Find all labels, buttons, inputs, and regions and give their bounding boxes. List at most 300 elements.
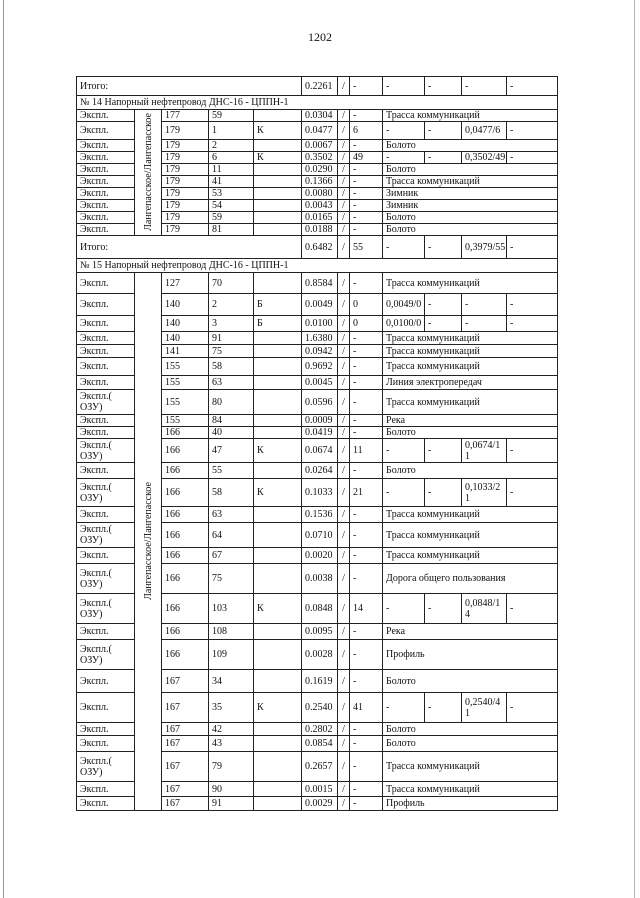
slash-cell: / <box>338 224 350 236</box>
land-type-cell: Трасса коммуникаций <box>383 273 558 294</box>
quarter-cell: 179 <box>162 188 209 200</box>
quarter-cell: 140 <box>162 294 209 316</box>
land-type-cell: Трасса коммуникаций <box>383 332 558 345</box>
plot-cell: 11 <box>209 164 254 176</box>
plot-cell: 47 <box>209 439 254 463</box>
count-cell: - <box>350 224 383 236</box>
land-type-cell: Зимник <box>383 188 558 200</box>
category-cell <box>254 164 302 176</box>
value-cell: 0,0100/0 <box>383 316 425 332</box>
plot-cell: 109 <box>209 640 254 670</box>
area-cell: 0.8584 <box>302 273 338 294</box>
area-cell: 1.6380 <box>302 332 338 345</box>
plot-cell: 55 <box>209 463 254 479</box>
slash-cell: / <box>338 390 350 415</box>
use-type-cell: Экспл. <box>77 294 135 316</box>
area-cell: 0.9692 <box>302 358 338 376</box>
use-type-cell: Экспл. <box>77 164 135 176</box>
area-cell: 0.0854 <box>302 736 338 752</box>
area-cell: 0.0029 <box>302 797 338 811</box>
area-cell: 0.0304 <box>302 110 338 122</box>
section-title: № 15 Напорный нефтепровод ДНС-16 - ЦППН-1 <box>77 259 558 273</box>
area-cell: 0.0067 <box>302 140 338 152</box>
area-cell: 0.1536 <box>302 507 338 523</box>
plot-cell: 103 <box>209 594 254 624</box>
category-cell <box>254 273 302 294</box>
scan-edge-right <box>634 0 635 898</box>
land-type-cell: Река <box>383 624 558 640</box>
category-cell <box>254 376 302 390</box>
category-cell <box>254 345 302 358</box>
quarter-cell: 166 <box>162 523 209 548</box>
area-cell: 0.0419 <box>302 427 338 439</box>
category-cell <box>254 782 302 797</box>
value-cell: 0,0049/0 <box>383 294 425 316</box>
value-cell: - <box>425 479 462 507</box>
value-cell: 0,0848/1 4 <box>462 594 507 624</box>
slash-cell: / <box>338 752 350 782</box>
slash-cell: / <box>338 188 350 200</box>
use-type-cell: Экспл. <box>77 358 135 376</box>
count-cell: - <box>350 140 383 152</box>
area-cell: 0.0942 <box>302 345 338 358</box>
slash-cell: / <box>338 640 350 670</box>
category-cell: К <box>254 122 302 140</box>
count-cell: 55 <box>350 236 383 259</box>
area-cell: 0.0264 <box>302 463 338 479</box>
plot-cell: 34 <box>209 670 254 693</box>
quarter-cell: 140 <box>162 332 209 345</box>
quarter-cell: 179 <box>162 152 209 164</box>
count-cell: 14 <box>350 594 383 624</box>
count-cell: - <box>350 463 383 479</box>
slash-cell: / <box>338 693 350 723</box>
category-cell <box>254 110 302 122</box>
value-cell: - <box>507 122 558 140</box>
land-type-cell: Трасса коммуникаций <box>383 523 558 548</box>
quarter-cell: 179 <box>162 164 209 176</box>
quarter-cell: 177 <box>162 110 209 122</box>
count-cell: 0 <box>350 294 383 316</box>
use-type-cell: Экспл. <box>77 200 135 212</box>
slash-cell: / <box>338 152 350 164</box>
slash-cell: / <box>338 670 350 693</box>
count-cell: - <box>350 507 383 523</box>
use-type-cell: Экспл.( ОЗУ) <box>77 594 135 624</box>
total-label: Итого: <box>77 236 302 259</box>
value-cell: - <box>462 316 507 332</box>
count-cell: - <box>350 782 383 797</box>
area-cell: 0.6482 <box>302 236 338 259</box>
value-cell: - <box>507 693 558 723</box>
land-type-cell: Болото <box>383 140 558 152</box>
slash-cell: / <box>338 736 350 752</box>
plot-cell: 70 <box>209 273 254 294</box>
area-cell: 0.0188 <box>302 224 338 236</box>
land-type-cell: Зимник <box>383 200 558 212</box>
land-type-cell: Река <box>383 415 558 427</box>
slash-cell: / <box>338 345 350 358</box>
category-cell <box>254 736 302 752</box>
use-type-cell: Экспл. <box>77 273 135 294</box>
value-cell: - <box>425 294 462 316</box>
quarter-cell: 167 <box>162 782 209 797</box>
plot-cell: 53 <box>209 188 254 200</box>
count-cell: - <box>350 723 383 736</box>
plot-cell: 75 <box>209 345 254 358</box>
count-cell: 0 <box>350 316 383 332</box>
quarter-cell: 166 <box>162 463 209 479</box>
slash-cell: / <box>338 624 350 640</box>
count-cell: - <box>350 188 383 200</box>
land-type-cell: Трасса коммуникаций <box>383 176 558 188</box>
quarter-cell: 167 <box>162 736 209 752</box>
category-cell <box>254 548 302 564</box>
category-cell <box>254 797 302 811</box>
area-cell: 0.2802 <box>302 723 338 736</box>
value-cell: - <box>425 316 462 332</box>
use-type-cell: Экспл. <box>77 152 135 164</box>
value-cell: 0,0674/1 1 <box>462 439 507 463</box>
value-cell: - <box>507 236 558 259</box>
quarter-cell: 166 <box>162 427 209 439</box>
total-row <box>77 236 558 259</box>
slash-cell: / <box>338 439 350 463</box>
plot-cell: 80 <box>209 390 254 415</box>
category-cell: К <box>254 152 302 164</box>
land-type-cell: Трасса коммуникаций <box>383 390 558 415</box>
scan-edge-left <box>3 0 4 898</box>
quarter-cell: 167 <box>162 752 209 782</box>
slash-cell: / <box>338 176 350 188</box>
plot-cell: 42 <box>209 723 254 736</box>
plot-cell: 75 <box>209 564 254 594</box>
count-cell: - <box>350 624 383 640</box>
plot-cell: 35 <box>209 693 254 723</box>
use-type-cell: Экспл.( ОЗУ) <box>77 564 135 594</box>
quarter-cell: 179 <box>162 212 209 224</box>
quarter-cell: 166 <box>162 624 209 640</box>
area-cell: 0.1619 <box>302 670 338 693</box>
quarter-cell: 141 <box>162 345 209 358</box>
use-type-cell: Экспл. <box>77 670 135 693</box>
plot-cell: 81 <box>209 224 254 236</box>
category-cell <box>254 523 302 548</box>
quarter-cell: 166 <box>162 594 209 624</box>
quarter-cell: 155 <box>162 376 209 390</box>
use-type-cell: Экспл. <box>77 122 135 140</box>
count-cell: - <box>350 564 383 594</box>
plot-cell: 2 <box>209 140 254 152</box>
area-cell: 0.0009 <box>302 415 338 427</box>
slash-cell: / <box>338 479 350 507</box>
quarter-cell: 155 <box>162 390 209 415</box>
plot-cell: 43 <box>209 736 254 752</box>
plot-cell: 84 <box>209 415 254 427</box>
count-cell: - <box>350 345 383 358</box>
slash-cell: / <box>338 507 350 523</box>
count-cell: - <box>350 548 383 564</box>
category-cell: К <box>254 439 302 463</box>
plot-cell: 41 <box>209 176 254 188</box>
land-type-cell: Трасса коммуникаций <box>383 358 558 376</box>
quarter-cell: 179 <box>162 140 209 152</box>
value-cell: - <box>383 594 425 624</box>
quarter-cell: 179 <box>162 176 209 188</box>
use-type-cell: Экспл. <box>77 463 135 479</box>
category-cell: К <box>254 479 302 507</box>
slash-cell: / <box>338 164 350 176</box>
use-type-cell: Экспл. <box>77 415 135 427</box>
slash-cell: / <box>338 463 350 479</box>
value-cell: - <box>507 439 558 463</box>
use-type-cell: Экспл. <box>77 212 135 224</box>
use-type-cell: Экспл. <box>77 110 135 122</box>
value-cell: - <box>462 77 507 96</box>
count-cell: - <box>350 752 383 782</box>
area-cell: 0.0015 <box>302 782 338 797</box>
category-cell <box>254 752 302 782</box>
category-cell <box>254 212 302 224</box>
quarter-cell: 155 <box>162 415 209 427</box>
value-cell: - <box>462 294 507 316</box>
use-type-cell: Экспл. <box>77 188 135 200</box>
slash-cell: / <box>338 122 350 140</box>
plot-cell: 67 <box>209 548 254 564</box>
category-cell <box>254 358 302 376</box>
value-cell: 0,2540/4 1 <box>462 693 507 723</box>
count-cell: - <box>350 332 383 345</box>
land-type-cell: Профиль <box>383 640 558 670</box>
value-cell: - <box>425 594 462 624</box>
area-cell: 0.0477 <box>302 122 338 140</box>
count-cell: - <box>350 212 383 224</box>
count-cell: - <box>350 110 383 122</box>
land-type-cell: Болото <box>383 164 558 176</box>
slash-cell: / <box>338 797 350 811</box>
count-cell: - <box>350 427 383 439</box>
land-plot-table <box>76 76 558 811</box>
area-cell: 0.0100 <box>302 316 338 332</box>
value-cell: - <box>507 77 558 96</box>
value-cell: - <box>425 77 462 96</box>
slash-cell: / <box>338 212 350 224</box>
quarter-cell: 167 <box>162 693 209 723</box>
value-cell: - <box>507 294 558 316</box>
land-type-cell: Болото <box>383 736 558 752</box>
quarter-cell: 166 <box>162 439 209 463</box>
plot-cell: 6 <box>209 152 254 164</box>
count-cell: 6 <box>350 122 383 140</box>
page-number: 1202 <box>308 30 332 44</box>
category-cell: К <box>254 693 302 723</box>
value-cell: - <box>383 152 425 164</box>
table-row <box>77 273 558 294</box>
slash-cell: / <box>338 316 350 332</box>
region-cell <box>135 273 162 811</box>
count-cell: - <box>350 358 383 376</box>
land-type-cell: Трасса коммуникаций <box>383 345 558 358</box>
area-cell: 0.1366 <box>302 176 338 188</box>
use-type-cell: Экспл. <box>77 332 135 345</box>
land-type-cell: Трасса коммуникаций <box>383 110 558 122</box>
plot-cell: 2 <box>209 294 254 316</box>
use-type-cell: Экспл. <box>77 507 135 523</box>
area-cell: 0.0290 <box>302 164 338 176</box>
slash-cell: / <box>338 236 350 259</box>
section-title: № 14 Напорный нефтепровод ДНС-16 - ЦППН-1 <box>77 96 558 110</box>
value-cell: - <box>425 152 462 164</box>
value-cell: - <box>425 122 462 140</box>
land-type-cell: Линия электропередач <box>383 376 558 390</box>
area-cell: 0.0095 <box>302 624 338 640</box>
count-cell: - <box>350 200 383 212</box>
count-cell: - <box>350 640 383 670</box>
count-cell: - <box>350 670 383 693</box>
value-cell: - <box>507 152 558 164</box>
area-cell: 0.0043 <box>302 200 338 212</box>
use-type-cell: Экспл. <box>77 782 135 797</box>
land-type-cell: Дорога общего пользования <box>383 564 558 594</box>
land-type-cell: Болото <box>383 670 558 693</box>
category-cell <box>254 624 302 640</box>
quarter-cell: 179 <box>162 224 209 236</box>
area-cell: 0.0710 <box>302 523 338 548</box>
land-type-cell: Болото <box>383 463 558 479</box>
category-cell <box>254 332 302 345</box>
use-type-cell: Экспл. <box>77 316 135 332</box>
category-cell <box>254 224 302 236</box>
plot-cell: 58 <box>209 479 254 507</box>
category-cell <box>254 188 302 200</box>
plot-cell: 58 <box>209 358 254 376</box>
count-cell: 21 <box>350 479 383 507</box>
value-cell: - <box>507 594 558 624</box>
plot-cell: 59 <box>209 110 254 122</box>
use-type-cell: Экспл.( ОЗУ) <box>77 439 135 463</box>
area-cell: 0.1033 <box>302 479 338 507</box>
use-type-cell: Экспл. <box>77 427 135 439</box>
plot-cell: 108 <box>209 624 254 640</box>
category-cell <box>254 564 302 594</box>
category-cell <box>254 390 302 415</box>
category-cell <box>254 507 302 523</box>
value-cell: - <box>425 439 462 463</box>
plot-cell: 64 <box>209 523 254 548</box>
land-type-cell: Болото <box>383 723 558 736</box>
count-cell: - <box>350 415 383 427</box>
slash-cell: / <box>338 140 350 152</box>
use-type-cell: Экспл.( ОЗУ) <box>77 640 135 670</box>
quarter-cell: 166 <box>162 479 209 507</box>
count-cell: 41 <box>350 693 383 723</box>
use-type-cell: Экспл. <box>77 376 135 390</box>
slash-cell: / <box>338 427 350 439</box>
area-cell: 0.2261 <box>302 77 338 96</box>
area-cell: 0.0848 <box>302 594 338 624</box>
land-type-cell: Трасса коммуникаций <box>383 752 558 782</box>
area-cell: 0.3502 <box>302 152 338 164</box>
quarter-cell: 140 <box>162 316 209 332</box>
total-row <box>77 77 558 96</box>
plot-cell: 91 <box>209 797 254 811</box>
area-cell: 0.0028 <box>302 640 338 670</box>
area-cell: 0.0080 <box>302 188 338 200</box>
category-cell <box>254 200 302 212</box>
area-cell: 0.0049 <box>302 294 338 316</box>
area-cell: 0.0596 <box>302 390 338 415</box>
land-type-cell: Болото <box>383 212 558 224</box>
use-type-cell: Экспл. <box>77 176 135 188</box>
plot-cell: 3 <box>209 316 254 332</box>
category-cell <box>254 723 302 736</box>
plot-cell: 59 <box>209 212 254 224</box>
slash-cell: / <box>338 332 350 345</box>
category-cell <box>254 140 302 152</box>
quarter-cell: 166 <box>162 640 209 670</box>
slash-cell: / <box>338 376 350 390</box>
use-type-cell: Экспл.( ОЗУ) <box>77 523 135 548</box>
use-type-cell: Экспл. <box>77 723 135 736</box>
value-cell: - <box>425 693 462 723</box>
slash-cell: / <box>338 523 350 548</box>
area-cell: 0.0674 <box>302 439 338 463</box>
quarter-cell: 167 <box>162 723 209 736</box>
area-cell: 0.0165 <box>302 212 338 224</box>
value-cell: - <box>383 439 425 463</box>
category-cell: Б <box>254 316 302 332</box>
value-cell: - <box>383 122 425 140</box>
value-cell: - <box>383 479 425 507</box>
count-cell: 49 <box>350 152 383 164</box>
slash-cell: / <box>338 594 350 624</box>
count-cell: - <box>350 376 383 390</box>
land-type-cell: Болото <box>383 427 558 439</box>
slash-cell: / <box>338 358 350 376</box>
slash-cell: / <box>338 110 350 122</box>
slash-cell: / <box>338 273 350 294</box>
plot-cell: 79 <box>209 752 254 782</box>
slash-cell: / <box>338 723 350 736</box>
quarter-cell: 166 <box>162 548 209 564</box>
count-cell: 11 <box>350 439 383 463</box>
quarter-cell: 179 <box>162 200 209 212</box>
slash-cell: / <box>338 200 350 212</box>
plot-cell: 90 <box>209 782 254 797</box>
plot-cell: 91 <box>209 332 254 345</box>
quarter-cell: 179 <box>162 122 209 140</box>
slash-cell: / <box>338 294 350 316</box>
region-label: Лангепасское/Лангепасское <box>142 482 154 600</box>
category-cell <box>254 670 302 693</box>
plot-cell: 54 <box>209 200 254 212</box>
use-type-cell: Экспл.( ОЗУ) <box>77 752 135 782</box>
category-cell: Б <box>254 294 302 316</box>
section-header-row <box>77 96 558 110</box>
count-cell: - <box>350 273 383 294</box>
category-cell <box>254 427 302 439</box>
region-cell <box>135 110 162 236</box>
count-cell: - <box>350 164 383 176</box>
category-cell <box>254 176 302 188</box>
table-body <box>77 77 558 811</box>
use-type-cell: Экспл.( ОЗУ) <box>77 479 135 507</box>
value-cell: - <box>383 77 425 96</box>
use-type-cell: Экспл. <box>77 224 135 236</box>
count-cell: - <box>350 736 383 752</box>
section-header-row <box>77 259 558 273</box>
plot-cell: 40 <box>209 427 254 439</box>
